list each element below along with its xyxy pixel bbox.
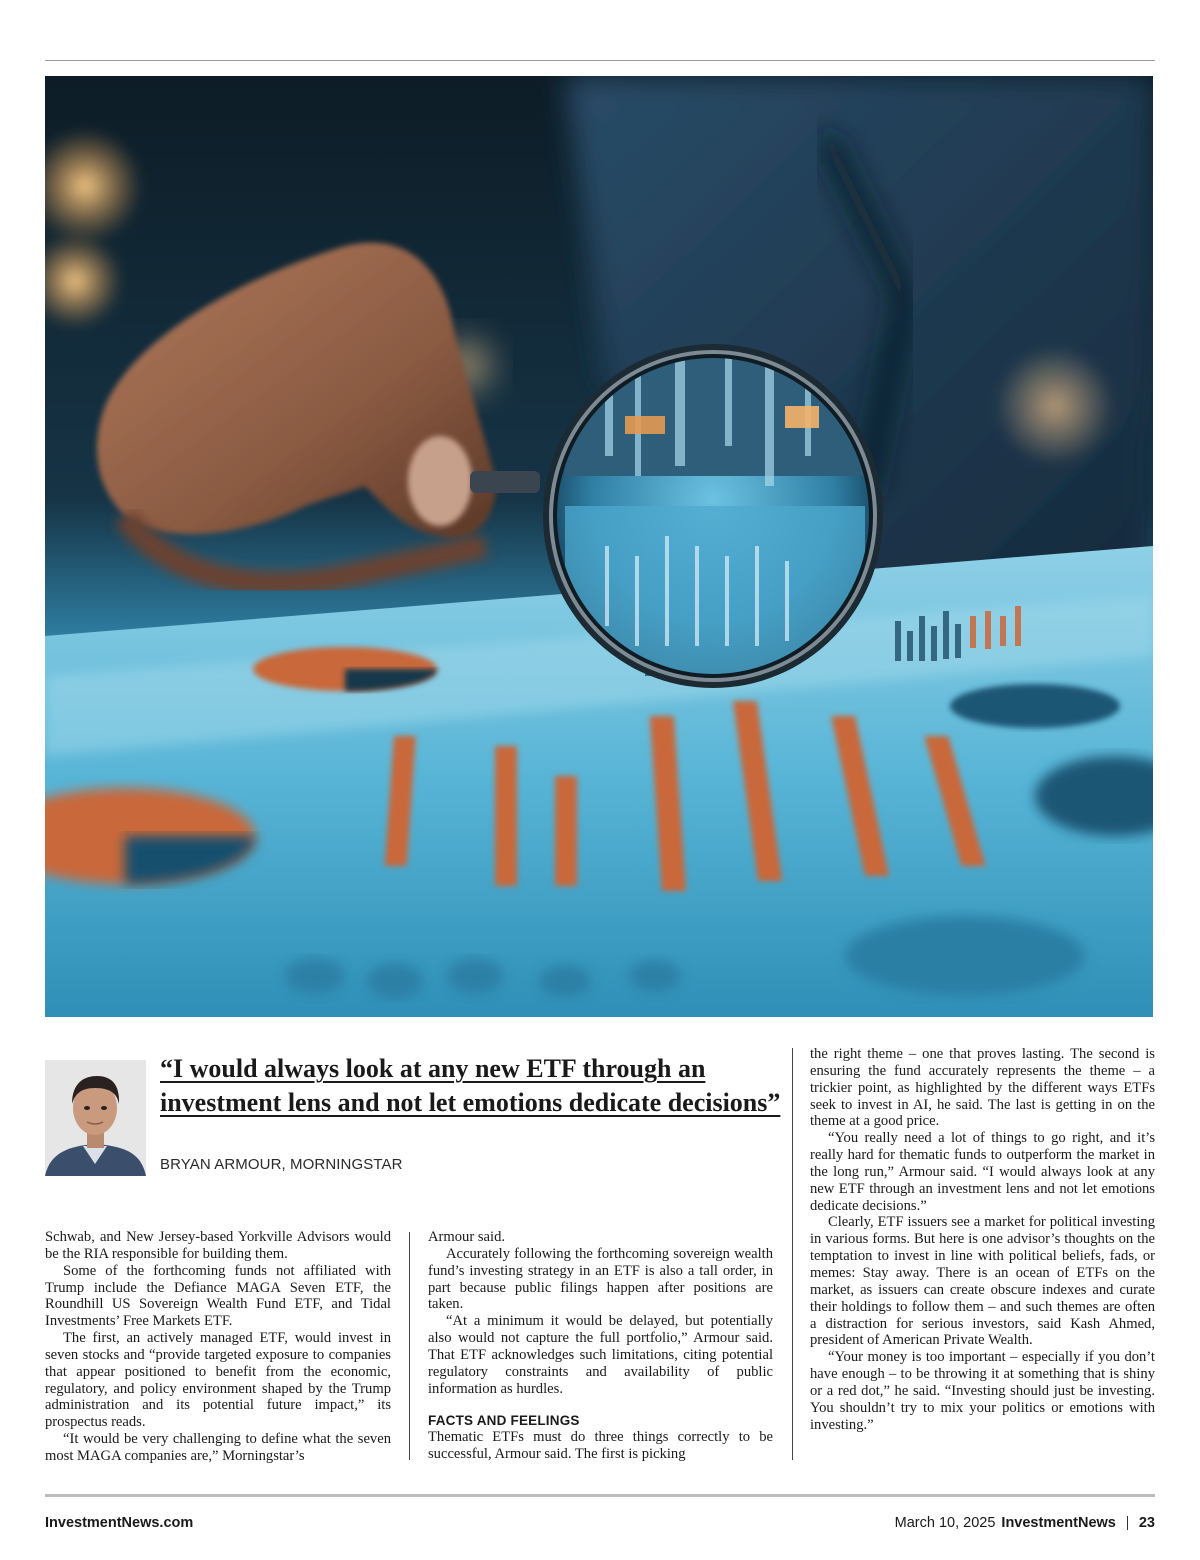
paragraph: Armour said. [428, 1229, 506, 1245]
article-column-1 [45, 1229, 391, 1465]
column-divider-1 [409, 1232, 410, 1460]
pull-quote-block [45, 1054, 790, 1183]
column-divider-2 [792, 1048, 793, 1460]
paragraph: Some of the forthcoming funds not affiliated with Trump include the Defiance MAGA Seven ETF, the Roundhill US Sovereign Wealth Fund ETF, and Tidal Investments’ Free Markets ETF. [45, 1262, 391, 1330]
paragraph: The first, an actively managed ETF, would invest in seven stocks and “provide targeted exposure to companies that appear positioned to benefit from the economic, regulatory, and policy environment shaped by the Trump administration and its potential future impact,” its prospectus reads. [45, 1330, 391, 1431]
headshot-photo [45, 1060, 146, 1176]
paragraph: the right theme – one that proves lasting. The second is ensuring the fund accurately represents the theme – a trickier point, as highlighted by the different ways ETFs seek to invest in AI, he said. The last is getting in on the theme at a good price. [810, 1046, 1155, 1130]
article-column-2 [428, 1229, 773, 1463]
paragraph: Thematic ETFs must do three things correctly to be successful, Armour said. The first is picking [428, 1429, 773, 1463]
footer-date: March 10, 2025 [894, 1515, 996, 1531]
article-column-3 [810, 1046, 1155, 1433]
footer-website: InvestmentNews.com [45, 1515, 194, 1531]
paragraph: Accurately following the forthcoming sovereign wealth fund’s investing strategy in an ETF is also a tall order, in part because public filings happen after positions are taken. [428, 1245, 773, 1313]
paragraph: “You really need a lot of things to go right, and it’s really hard for thematic funds to outperform the market in the long run,” Armour said. “I would always look at any new ETF through an investment lens and not let emotions dedicate decisions.” [810, 1130, 1155, 1214]
portrait-illustration [45, 1060, 146, 1176]
paragraph: “Your money is too important – especially if you don’t have enough – to be throwing it at something that is shiny or a red dot,” he said. “Investing should just be investing. You shouldn’t try to mix your politics or emotions with investing.” [810, 1349, 1155, 1433]
paragraph: Schwab, and New Jersey-based Yorkville Advisors would be the RIA responsible for building them. [45, 1229, 391, 1262]
section-subhead: FACTS AND FEELINGS [428, 1413, 580, 1429]
hero-photo-magnifying-glass [45, 76, 1153, 1017]
page-number: 23 [1138, 1515, 1155, 1531]
paragraph: Clearly, ETF issuers see a market for political investing in various forms. But here is one advisor’s thoughts on the temptation to invest in line with political beliefs, fads, or memes: Stay away. There is an ocean of ETFs on the market, as issuers can create obscure indexes and curate their holdings to follow them – and such themes are often a distraction for serious investors, said Kash Ahmed, president of American Private Wealth. [810, 1214, 1155, 1349]
top-rule [45, 60, 1155, 61]
pull-quote: “I would always look at any new ETF through an investment lens and not let emotions dedicate decisions” [160, 1054, 781, 1117]
magnifier-illustration [45, 76, 1153, 1017]
paragraph: “At a minimum it would be delayed, but potentially also would not capture the full portfolio,” Armour said. That ETF acknowledges such limitations, citing potential regulatory constraints and availability of public information as hurdles. [428, 1313, 773, 1397]
paragraph: “It would be very challenging to define what the seven most MAGA companies are,” Morningstar’s [45, 1431, 391, 1464]
footer-folio [895, 1515, 1155, 1531]
footer-rule [45, 1494, 1155, 1497]
quote-attribution: BRYAN ARMOUR, MORNINGSTAR [160, 1156, 403, 1173]
footer-brand: InvestmentNews [1001, 1515, 1116, 1531]
footer-separator [1127, 1516, 1128, 1530]
